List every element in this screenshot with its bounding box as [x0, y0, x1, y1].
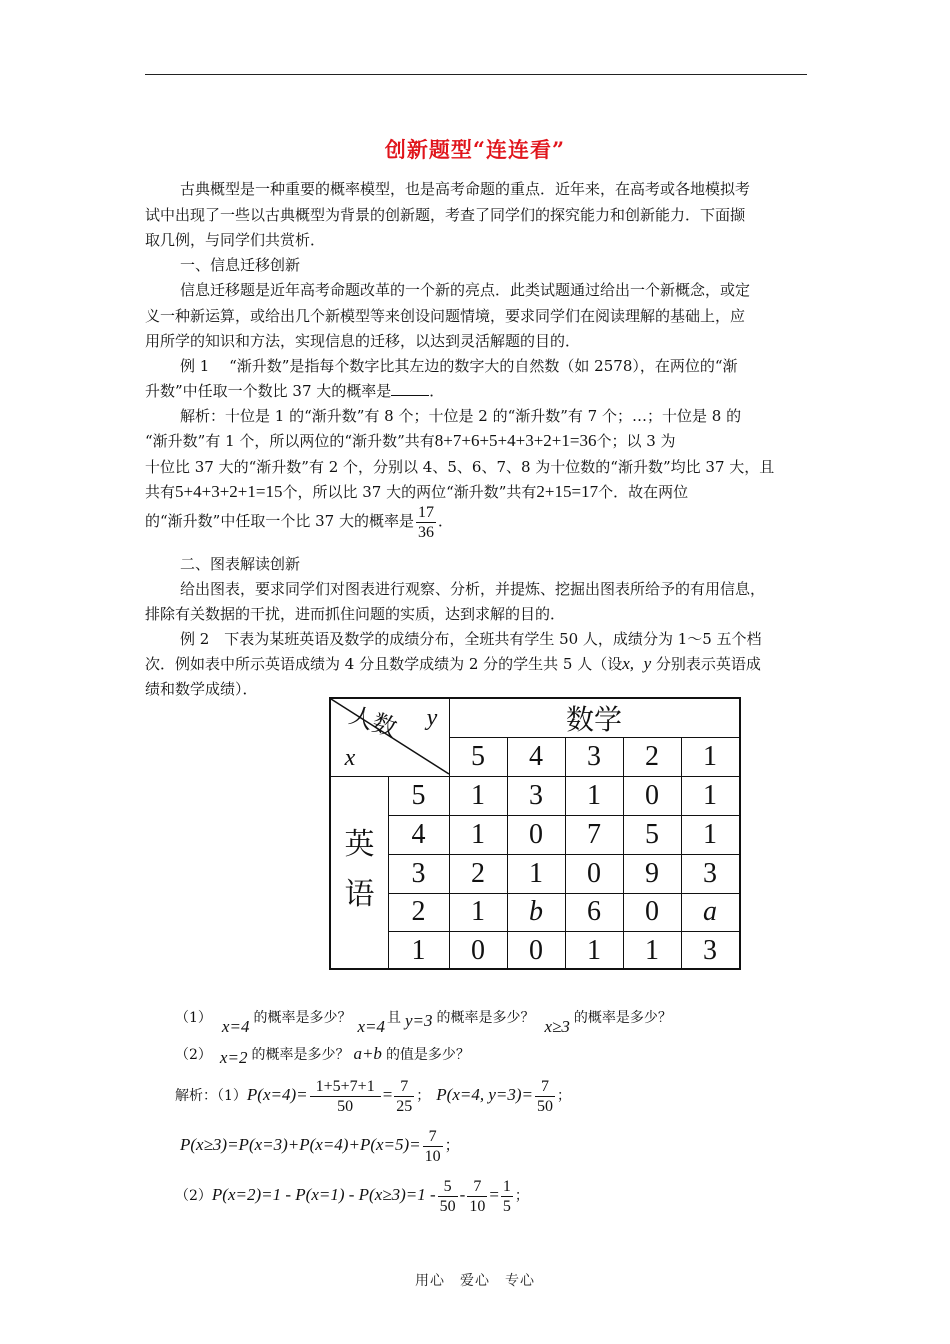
frac-numerator: 7	[467, 1177, 487, 1197]
ex2-text-a: 次．例如表中所示英语成绩为 4 分且数学成绩为 2 分的学生共 5 人（设	[145, 655, 623, 673]
frac-denominator: 5	[502, 1197, 511, 1215]
sol5-text: 的“渐升数”中任取一个比 37 大的概率是	[145, 512, 414, 530]
table-cell: 1	[587, 934, 601, 966]
section2-line-1: 给出图表，要求同学们对图表进行观察、分析，并提炼、挖掘出图表所给予的有用信息，	[180, 580, 766, 598]
sol4-text-a: 共有	[145, 483, 176, 501]
eq4-end: ；	[514, 1188, 529, 1204]
q1-prefix: （1）	[175, 1010, 212, 1026]
frac-numerator: 17	[417, 503, 434, 521]
row-label: 4	[411, 818, 426, 850]
header-rule	[145, 74, 807, 75]
page-footer: 用心 爱心 专心	[415, 1273, 535, 1289]
table-cell: 3	[703, 857, 717, 889]
answer-blank	[391, 381, 429, 396]
question-2	[175, 1043, 470, 1066]
q1-text-3: 的概率是多少？	[436, 1010, 535, 1026]
section1-line-3: 用所学的知识和方法，实现信息的迁移，以达到灵活解题的目的．	[145, 332, 581, 350]
example1-question: 升数”中任取一个数比 37 大的概率是	[145, 382, 392, 400]
frac-denominator: 50	[537, 1097, 554, 1115]
fraction-14-50	[310, 1077, 381, 1116]
eq1-sep: ；	[416, 1088, 431, 1104]
example1-sol-2	[145, 430, 676, 452]
section1-line-2: 义一种新运算，或给出几个新模型等来创设问题情境，要求同学们在阅读理解的基础上，应	[145, 307, 746, 325]
table-cell: 1	[587, 779, 601, 811]
table-cell: 1	[645, 934, 659, 966]
fraction-1-5	[501, 1177, 513, 1216]
frac-numerator: 1	[502, 1177, 511, 1195]
question-1	[175, 1002, 672, 1036]
intro-line-3: 取几例，与同学们共赏析．	[145, 231, 326, 249]
table-cell: 0	[529, 934, 543, 966]
table-cell: 1	[703, 818, 717, 850]
example1-line-2	[145, 380, 444, 402]
table-cell: 1	[471, 779, 485, 811]
table-cell: 3	[529, 779, 543, 811]
section1-heading: 一、信息迁移创新	[180, 256, 301, 274]
row-label: 2	[411, 896, 426, 927]
sol-label: 解析：（1）	[175, 1088, 247, 1104]
frac-numerator: 7	[423, 1127, 443, 1147]
frac-denominator: 25	[396, 1097, 413, 1115]
frac-denominator: 10	[424, 1147, 441, 1165]
table-cell: 0	[471, 934, 485, 966]
table-cell: 1	[471, 818, 485, 850]
q2-math-2: a+b	[353, 1044, 382, 1063]
table-cell-var-a: a	[703, 896, 717, 927]
sol2-text-a: “渐升数”有 1 个，所以两位的“渐升数”共有	[145, 432, 435, 450]
table-cell: 5	[645, 818, 659, 850]
frac-denominator: 50	[439, 1197, 456, 1215]
corner-label-y: y	[426, 704, 438, 731]
table-cell: 0	[587, 857, 601, 889]
section1-line-1: 信息迁移题是近年高考命题改革的一个新的亮点．此类试题通过给出一个新概念，或定	[180, 281, 751, 299]
eq1-equals: =	[382, 1085, 393, 1104]
q2-prefix: （2）	[175, 1047, 212, 1063]
q1-math-2: x=4	[357, 1017, 385, 1036]
eq3-lhs: P(x≥3)=P(x=3)+P(x=4)+P(x=5)=	[180, 1135, 421, 1154]
frac-denominator: 50	[337, 1097, 354, 1115]
table-cell: 0	[529, 818, 543, 850]
col-header: 1	[703, 740, 717, 772]
col-header: 4	[529, 740, 543, 772]
eq4-label: （2）	[175, 1188, 212, 1204]
frac-numerator: 7	[535, 1077, 555, 1097]
example1-period: ．	[429, 382, 445, 400]
q1-text-4: 的概率是多少？	[573, 1010, 672, 1026]
sol4-math-2: 2+15=17	[536, 482, 599, 501]
q2-text-1: 的概率是多少？	[251, 1047, 350, 1063]
frac-numerator: 1+5+7+1	[310, 1077, 381, 1097]
col-header: 3	[587, 740, 601, 772]
table-cell: 3	[703, 934, 717, 966]
example1-sol-1: 解析：十位是 1 的“渐升数”有 8 个；十位是 2 的“渐升数”有 7 个；…；十位是 8 的	[180, 407, 742, 425]
table-cell: 1	[471, 896, 485, 927]
q2-text-2: 的值是多少？	[385, 1047, 470, 1063]
solution2-line-1	[175, 1074, 571, 1117]
solution2-line-3	[175, 1174, 529, 1217]
table-cell: 7	[587, 818, 601, 850]
q2-math-1: x=2	[219, 1048, 248, 1067]
table-cell: 9	[645, 857, 659, 889]
example1-sol-3: 十位比 37 大的“渐升数”有 2 个，分别以 4、5、6、7、8 为十位数的“渐升数”均比 37 大，且	[145, 458, 775, 476]
row-label: 3	[411, 857, 426, 889]
q1-text-2: 且	[386, 1010, 401, 1026]
sol4-math-1: 5+4+3+2+1=15	[175, 482, 283, 501]
frac-numerator: 7	[394, 1077, 414, 1097]
sol2-text-b: 个；以 3 为	[596, 432, 676, 450]
row-group-english-2: 语	[344, 878, 375, 911]
var-x: x,	[622, 654, 635, 673]
eq4-minus: -	[459, 1185, 466, 1204]
sol4-text-c: 个．故在两位	[598, 483, 689, 501]
fraction-5-50	[438, 1177, 458, 1216]
fraction-7-25	[394, 1077, 414, 1116]
table-cell: 1	[529, 857, 543, 889]
corner-label-count: 人数	[346, 702, 400, 743]
sol2-math: 8+7+6+5+4+3+2+1=36	[434, 431, 597, 450]
table-cell: 0	[645, 896, 659, 927]
table-cell: 2	[471, 857, 485, 889]
intro-line-1: 古典概型是一种重要的概率模型，也是高考命题的重点．近年来，在高考或各地模拟考	[180, 180, 751, 198]
eq3-end: ；	[444, 1136, 460, 1154]
example1-sol-5	[145, 500, 453, 542]
row-label: 1	[411, 934, 426, 966]
fraction-7-10b	[467, 1177, 487, 1216]
eq1-lhs: P(x=4)=	[246, 1085, 308, 1104]
col-group-math: 数学	[565, 705, 622, 736]
table-cell: 6	[587, 896, 601, 927]
fraction-17-36	[416, 503, 436, 542]
eq2-lhs: P(x=4, y=3)=	[436, 1085, 534, 1104]
fraction-7-50	[535, 1077, 555, 1116]
table-cell: 1	[703, 779, 717, 811]
intro-line-2: 试中出现了一些以古典概型为背景的创新题，考查了同学们的探究能力和创新能力．下面撷	[145, 206, 746, 224]
q1-math-1: x=4	[221, 1017, 250, 1036]
example2-line-3: 绩和数学成绩）．	[145, 680, 258, 698]
table-cell-var-b: b	[529, 896, 543, 927]
eq4-lhs: P(x=2)=1 - P(x=1) - P(x≥3)=1 -	[211, 1185, 436, 1204]
frac-denominator: 10	[469, 1197, 486, 1215]
row-label: 5	[411, 779, 426, 811]
page-title: 创新题型“连连看”	[384, 137, 566, 162]
sol5-period: ．	[437, 512, 453, 530]
section2-heading: 二、图表解读创新	[180, 555, 301, 573]
q1-math-4: x≥3	[544, 1017, 570, 1036]
q1-math-3: y=3	[404, 1011, 433, 1030]
var-y: y	[643, 654, 652, 673]
example2-line-2	[145, 653, 761, 675]
q1-text-1: 的概率是多少？	[253, 1010, 352, 1026]
col-header: 2	[645, 740, 659, 772]
score-table	[329, 697, 741, 970]
ex2-text-b: 分别表示英语成	[655, 655, 761, 673]
frac-denominator: 36	[417, 523, 434, 541]
sol4-text-b: 个，所以比 37 大的两位“渐升数”共有	[282, 483, 537, 501]
corner-label-x: x	[344, 744, 356, 771]
example1-line-1: 例 1 “渐升数”是指每个数字比其左边的数字大的自然数（如 2578），在两位的“渐	[180, 357, 738, 375]
section2-line-2: 排除有关数据的干扰，进而抓住问题的实质，达到求解的目的．	[145, 605, 566, 623]
fraction-7-10	[423, 1127, 443, 1166]
eq4-equals: =	[489, 1185, 499, 1204]
col-header: 5	[471, 740, 485, 772]
solution2-line-2	[180, 1124, 460, 1166]
frac-numerator: 5	[438, 1177, 458, 1197]
table-cell: 0	[645, 779, 659, 811]
row-group-english-1: 英	[344, 828, 375, 861]
example2-line-1: 例 2 下表为某班英语及数学的成绩分布，全班共有学生 50 人，成绩分为 1～5 五个档	[180, 630, 762, 648]
eq2-end: ；	[557, 1088, 572, 1104]
